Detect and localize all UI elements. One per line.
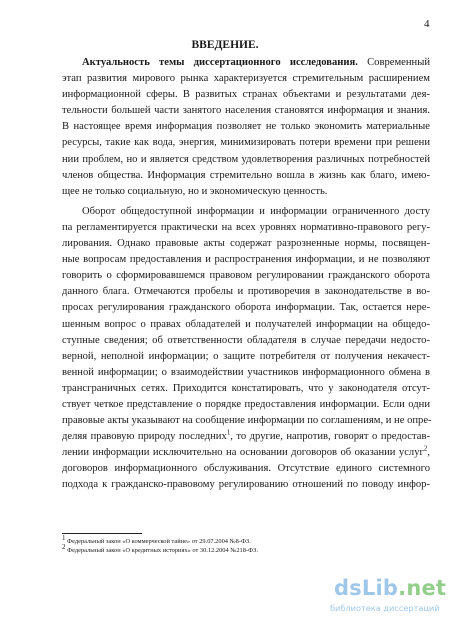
page-number: 4 — [424, 18, 430, 30]
text-line: верной, неполной информации; о защите потребителя от получения некачест- — [62, 350, 430, 362]
text-line: В настоящее время информация позволяет не только экономить материальные — [62, 121, 430, 133]
text-line: договоров информационного обслуживания. Отсутствие единого системного — [62, 463, 430, 475]
text-line: информационной сферы. В развитых странах объектами и результатами дея- — [62, 89, 430, 101]
text-line: данного блага. Отмечаются пробелы и противоречия в законодательстве в во- — [62, 286, 430, 298]
footnotes — [62, 534, 258, 555]
text-line: венной информации; о взаимодействии участников информационного обмена в — [62, 366, 430, 378]
dslib-logo: dsLib.net — [334, 576, 447, 600]
text-line: ступные сведения; об ответственности обладателя в случае передачи недосто- — [62, 334, 430, 346]
dslib-watermark[interactable] — [330, 576, 450, 619]
text-line: подхода к гражданско-правовому регулированию отношений по поводу инфор- — [62, 479, 430, 491]
text-line: членов общества. Информация стремительно вошла в жизнь как благо, имею- — [62, 169, 430, 181]
footnote-ref[interactable]: 2 — [423, 444, 428, 453]
watermark-subtitle: библиотека диссертаций — [330, 603, 440, 613]
section-heading: ВВЕДЕНИЕ. — [191, 39, 259, 51]
text-line: этап развития мирового рынка характеризуется стремительным расширением — [62, 73, 430, 85]
text-line: щее не только социальную, но и экономическую ценность. — [62, 185, 328, 197]
text-line: шенным вопрос о правах обладателей и получателей информации на общедо- — [62, 318, 430, 330]
footnote: $^2$ Федеральный закон «О кредитных историях» от 30.12.2004 №218-ФЗ. — [62, 542, 258, 554]
text-line: ствует четкое представление о порядке предоставления информации. Если одни — [62, 398, 430, 410]
footnote-ref[interactable]: 1 — [226, 428, 231, 437]
body-text — [62, 55, 430, 494]
text-line: па регламентируется практически на всех уровнях нормативно-правового регу- — [62, 221, 430, 233]
text-line: лении информации исключительно на основании договоров об оказании услуг$^2$, — [62, 444, 430, 459]
text-line: ные вопросам предоставления и распространения информации, и не позволяют — [62, 254, 430, 266]
text-line: говорить о сформировавшемся правовом регулировании гражданского оборота — [62, 270, 430, 282]
text-line: просах регулирования гражданского оборота информации. Так, остается нере- — [62, 302, 430, 314]
text-line: нии проблем, но и является средством удовлетворения различных потребностей — [62, 153, 430, 165]
text-line: Оборот общедоступной информации и информации ограниченного досту — [82, 205, 430, 217]
paragraph-2 — [62, 204, 430, 494]
text-line: Актуальность темы диссертационного исследования. Современный — [82, 57, 430, 68]
footnote: $^1$ Федеральный закон «О коммерческой тайне» от 29.07.2004 №8-ФЗ. — [62, 534, 251, 546]
text-line: деляя правовую природу последних$^1$, то другие, напротив, говорят о предостав- — [62, 428, 430, 443]
paragraph-1 — [62, 55, 430, 200]
footnote-divider — [62, 533, 142, 534]
text-line: ресурсы, такие как вода, энергия, минимизировать потери времени при решени — [62, 137, 430, 149]
text-line: трансграничных сетях. Приходится констатировать, что у законодателя отсут- — [62, 382, 430, 394]
text-line: правовые акты указывают на сообщение информации по соглашениям, и не опре- — [62, 415, 432, 427]
text-line: тельности большей части занятого населения становятся информация и знания. — [62, 105, 430, 117]
lead-bold-text: Актуальность темы диссертационного исследования. — [82, 57, 358, 68]
text-line: лирования. Однако правовые акты содержат разрозненные нормы, посвящен- — [62, 238, 430, 250]
